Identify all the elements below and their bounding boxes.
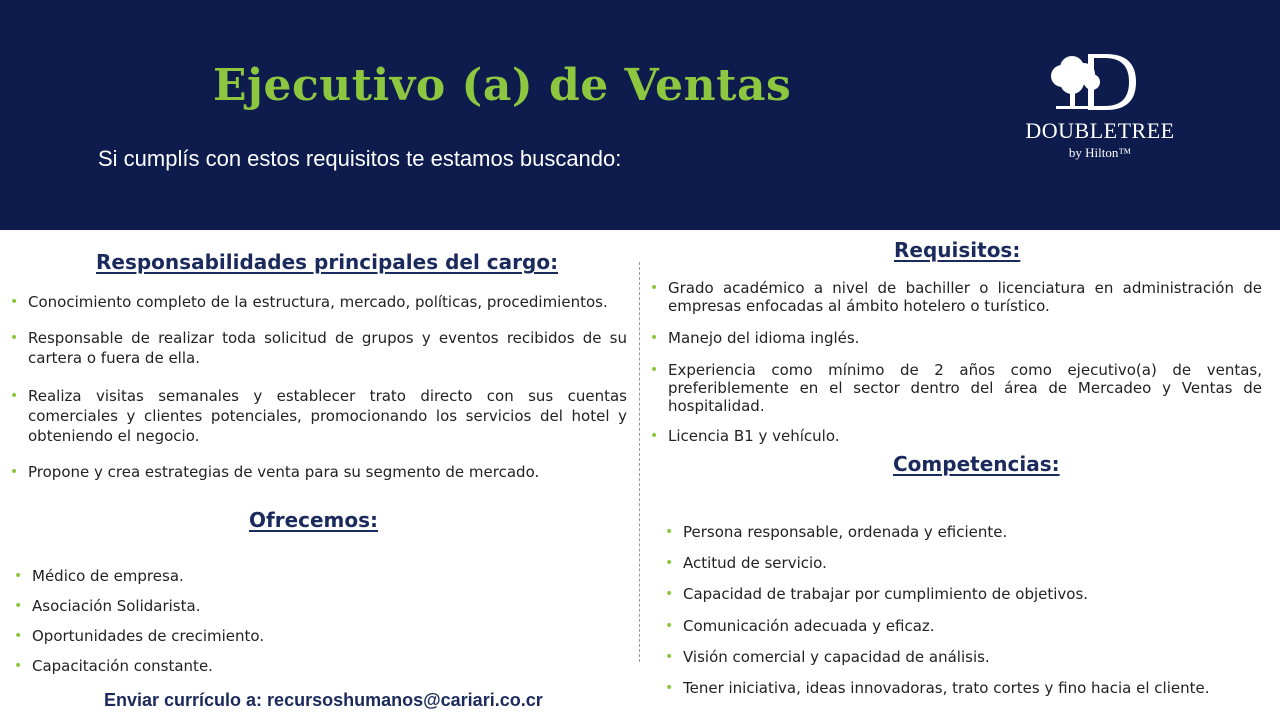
list-item: • Realiza visitas semanales y establecer trato directo con sus cuentas comerciales y clientes potenciales, promocionando los servicios del hotel y obteniendo el negocio. bbox=[10, 386, 627, 446]
competencias-heading: Competencias: bbox=[893, 452, 1060, 476]
responsabilidades-list bbox=[10, 292, 627, 482]
list-item: • Capacitación constante. bbox=[14, 656, 414, 676]
logo-brand-name: DOUBLETREE bbox=[1025, 118, 1175, 143]
list-item: • Médico de empresa. bbox=[14, 566, 414, 586]
requisitos-list bbox=[650, 279, 1262, 445]
doubletree-logo bbox=[1010, 48, 1190, 168]
contact-email-footer: Enviar currículo a: recursoshumanos@cariari.co.cr bbox=[104, 690, 543, 710]
responsabilidades-heading: Responsabilidades principales del cargo: bbox=[96, 250, 559, 274]
list-item: • Manejo del idioma inglés. bbox=[650, 329, 1262, 347]
page-title: Ejecutivo (a) de Ventas bbox=[213, 60, 792, 111]
logo-brand-sub: by Hilton™ bbox=[1068, 145, 1132, 160]
ofrecemos-heading: Ofrecemos: bbox=[249, 508, 379, 532]
list-item: • Asociación Solidarista. bbox=[14, 596, 414, 616]
list-item: • Oportunidades de crecimiento. bbox=[14, 626, 414, 646]
list-item: • Comunicación adecuada y eficaz. bbox=[665, 616, 1265, 636]
list-item: • Responsable de realizar toda solicitud de grupos y eventos recibidos de su cartera o fuera de ella. bbox=[10, 328, 627, 368]
list-item: • Persona responsable, ordenada y eficiente. bbox=[665, 522, 1265, 542]
list-item: • Capacidad de trabajar por cumplimiento de objetivos. bbox=[665, 584, 1265, 604]
ofrecemos-list bbox=[14, 566, 414, 676]
competencias-list bbox=[665, 522, 1265, 698]
list-item: • Visión comercial y capacidad de análisis. bbox=[665, 647, 1265, 667]
column-divider bbox=[639, 262, 640, 662]
tree-d-logo-icon bbox=[1048, 48, 1138, 114]
header-banner bbox=[0, 0, 1280, 230]
list-item: • Grado académico a nivel de bachiller o licenciatura en administración de empresas enfocadas al ámbito hotelero o turístico. bbox=[650, 279, 1262, 315]
list-item: • Licencia B1 y vehículo. bbox=[650, 427, 1262, 445]
list-item: • Experiencia como mínimo de 2 años como ejecutivo(a) de ventas, preferiblemente en el sector dentro del área de Mercadeo y Ventas de hospitalidad. bbox=[650, 361, 1262, 415]
page-subtitle: Si cumplís con estos requisitos te estamos buscando: bbox=[98, 146, 622, 171]
list-item: • Actitud de servicio. bbox=[665, 553, 1265, 573]
list-item: • Tener iniciativa, ideas innovadoras, trato cortes y fino hacia el cliente. bbox=[665, 678, 1265, 698]
list-item: • Propone y crea estrategias de venta para su segmento de mercado. bbox=[10, 462, 627, 482]
list-item: • Conocimiento completo de la estructura, mercado, políticas, procedimientos. bbox=[10, 292, 627, 312]
requisitos-heading: Requisitos: bbox=[894, 238, 1021, 262]
